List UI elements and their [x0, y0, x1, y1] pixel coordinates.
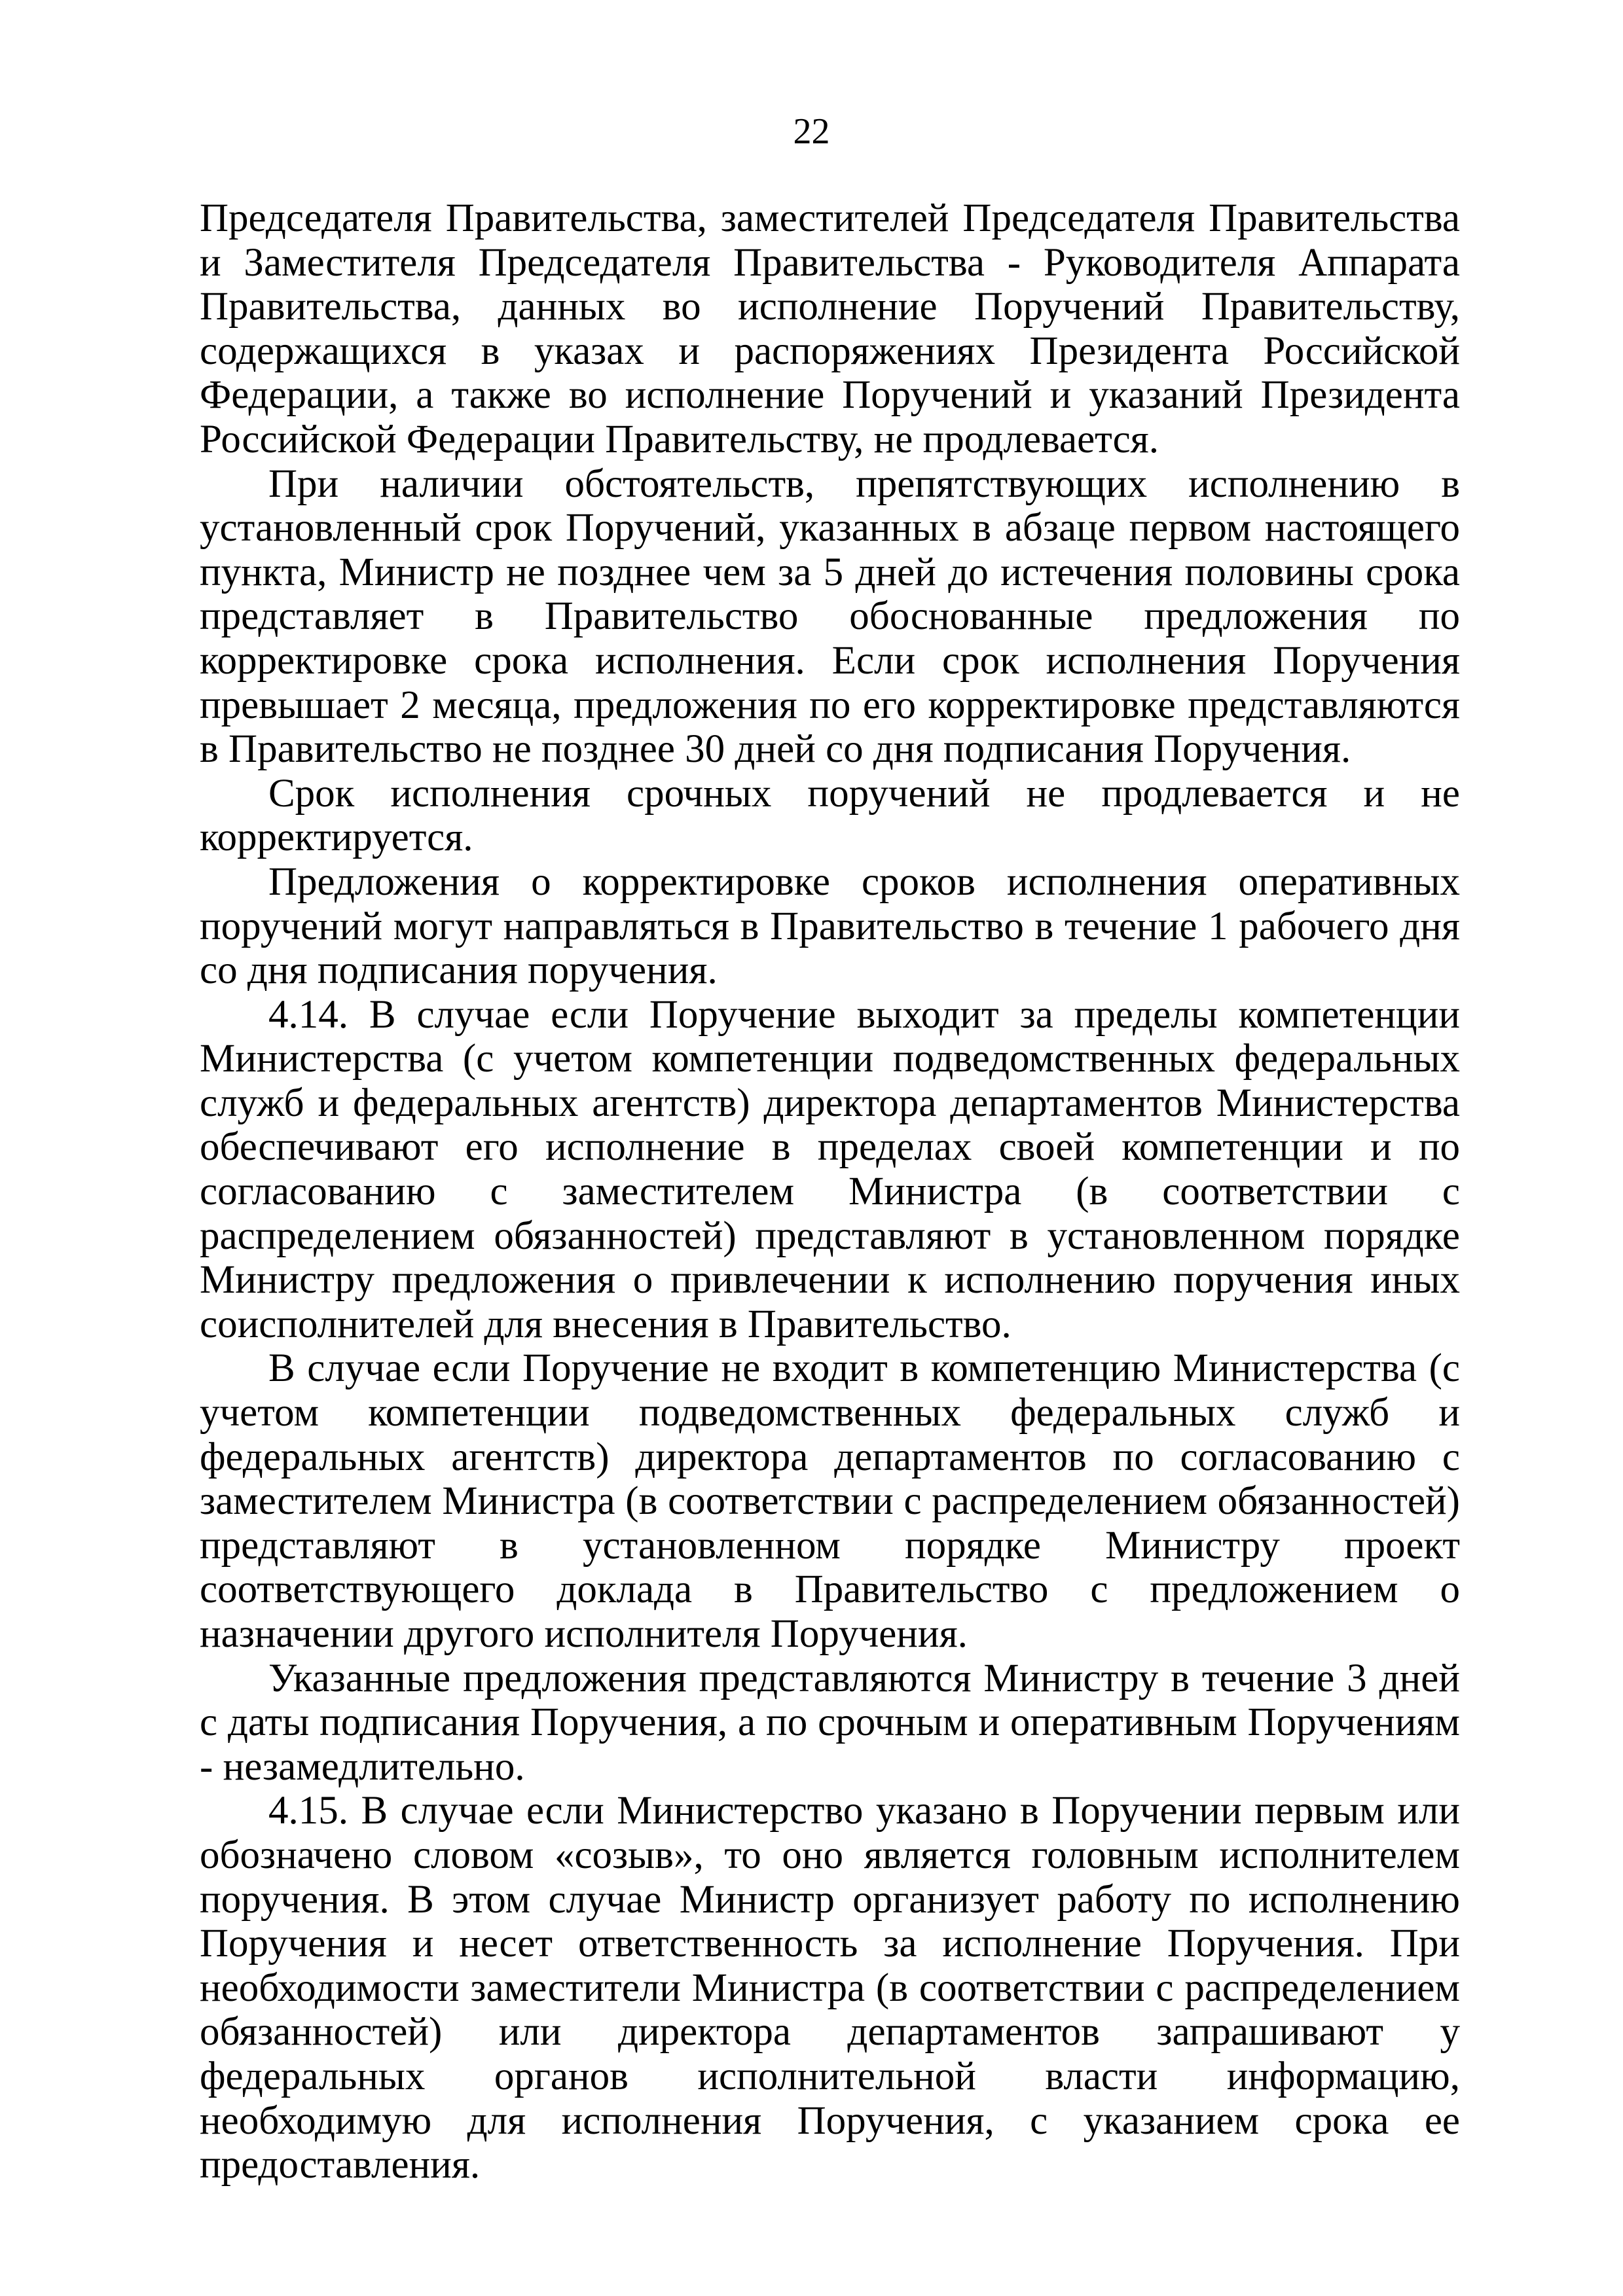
paragraph-continuation: Председателя Правительства, заместителей Председателя Правительства и Заместителя Председателя Правительства - Руководителя Аппарата Правительства, данных во исполнение Поручений Правительству, содержащихся в указах и распоряжениях Президента Российской Федерации, а также во исполнение Поручений и указаний Президента Российской Федерации Правительству, не продлевается.	[200, 196, 1460, 461]
paragraph-4-15: 4.15. В случае если Министерство указано в Поручении первым или обозначено словом «созыв», то оно является головным исполнителем поручения. В этом случае Министр организует работу по исполнению Поручения и несет ответственность за исполнение Поручения. При необходимости заместители Министра (в соответствии с распределением обязанностей) или директора департаментов запрашивают у федеральных органов исполнительной власти информацию, необходимую для исполнения Поручения, с указанием срока ее предоставления.	[200, 1789, 1460, 2187]
document-body	[200, 196, 1460, 2187]
paragraph-circumstances: При наличии обстоятельств, препятствующих исполнению в установленный срок Поручений, указанных в абзаце первом настоящего пункта, Министр не позднее чем за 5 дней до истечения половины срока представляет в Правительство обоснованные предложения по корректировке срока исполнения. Если срок исполнения Поручения превышает 2 месяца, предложения по его корректировке представляются в Правительство не позднее 30 дней со дня подписания Поручения.	[200, 461, 1460, 772]
page-number: 22	[793, 111, 830, 152]
paragraph-4-14: 4.14. В случае если Поручение выходит за пределы компетенции Министерства (с учетом компетенции подведомственных федеральных служб и федеральных агентств) директора департаментов Министерства обеспечивают его исполнение в пределах своей компетенции и по согласованию с заместителем Министра (в соответствии с распределением обязанностей) представляют в установленном порядке Министру предложения о привлечении к исполнению поручения иных соисполнителей для внесения в Правительство.	[200, 992, 1460, 1346]
paragraph-proposals-timing: Указанные предложения представляются Министру в течение 3 дней с даты подписания Поручения, а по срочным и оперативным Поручениям - незамедлительно.	[200, 1656, 1460, 1789]
paragraph-operational-proposals: Предложения о корректировке сроков исполнения оперативных поручений могут направляться в Правительство в течение 1 рабочего дня со дня подписания поручения.	[200, 859, 1460, 993]
paragraph-outside-competence: В случае если Поручение не входит в компетенцию Министерства (с учетом компетенции подведомственных федеральных служб и федеральных агентств) директора департаментов по согласованию с заместителем Министра (в соответствии с распределением обязанностей) представляют в установленном порядке Министру проект соответствующего доклада в Правительство с предложением о назначении другого исполнителя Поручения.	[200, 1346, 1460, 1656]
paragraph-urgent-deadline: Срок исполнения срочных поручений не продлевается и не корректируется.	[200, 771, 1460, 860]
